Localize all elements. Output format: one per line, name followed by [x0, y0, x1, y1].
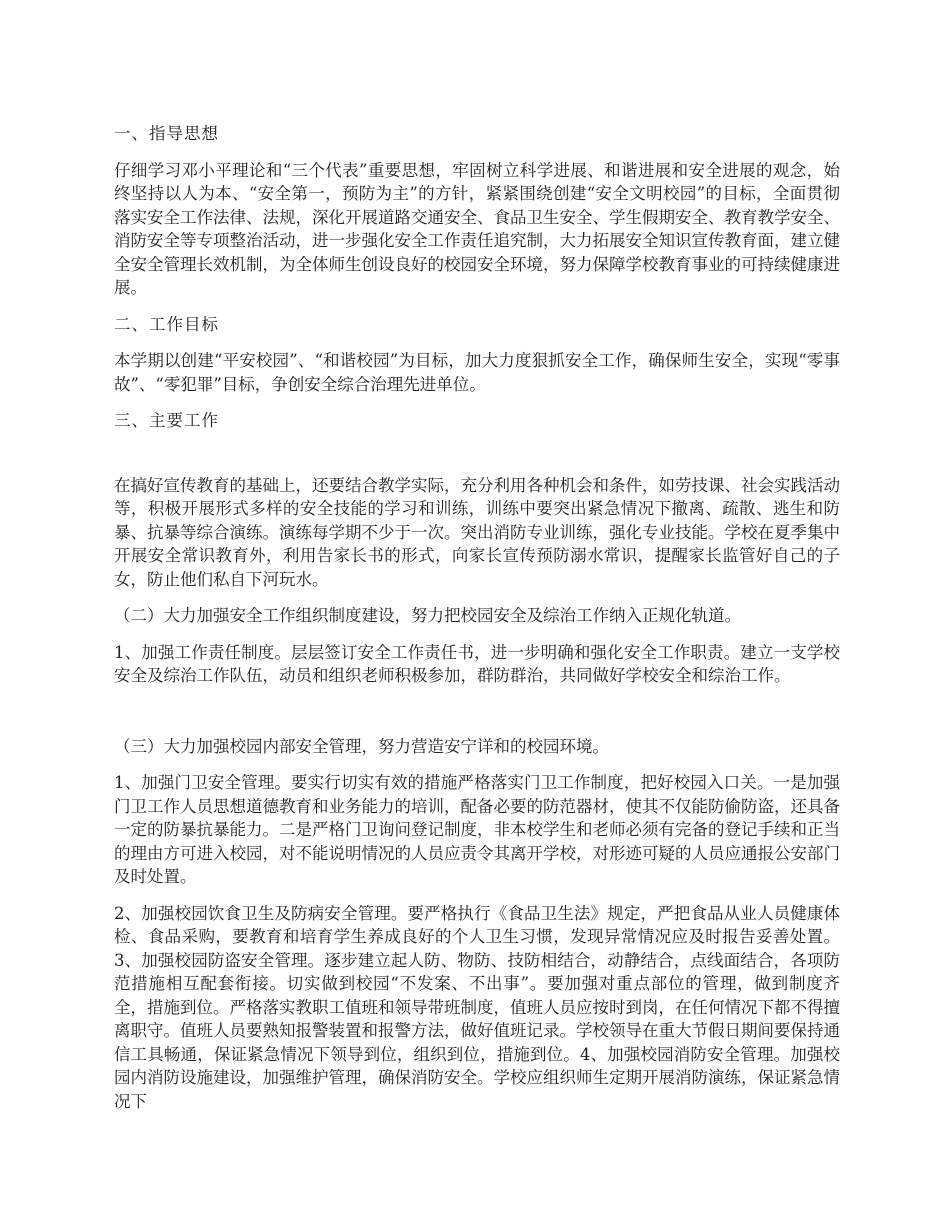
paragraph-gate-security: 1、加强门卫安全管理。要实行切实有效的措施严格落实门卫工作制度，把好校园入口关。一是加强门卫工作人员思想道德教育和业务能力的培训，配备必要的防范器材，使其不仅能防偷防盗，还具备一定的防暴抗暴能力。二是严格门卫询问登记制度，非本校学生和老师必须有完备的登记手续和正当的理由方可进入校园，对不能说明情况的人员应责令其离开学校，对形迹可疑的人员应通报公安部门及时处置。 — [114, 773, 840, 886]
blank-gap — [114, 446, 840, 474]
paragraph-safety-training: 在搞好宣传教育的基础上，还要结合教学实际，充分利用各种机会和条件，如劳技课、社会实践活动等，积极开展形式多样的安全技能的学习和训练，训练中要突出紧急情况下撤离、疏散、逃生和防暴、抗暴等综合演练。演练每学期不少于一次。突出消防专业训练，强化专业技能。学校在夏季集中开展安全常识教育外，利用告家长书的形式，向家长宣传预防溺水常识，提醒家长监管好自己的子女，防止他们私自下河玩水。 — [114, 475, 840, 589]
paragraph-guiding-thought: 仔细学习邓小平理论和“三个代表”重要思想，牢固树立科学进展、和谐进展和安全进展的观念，始终坚持以人为本、“安全第一，预防为主”的方针，紧紧围绕创建“安全文明校园”的目标，全面贯彻落实安全工作法律、法规，深化开展道路交通安全、食品卫生安全、学生假期安全、教育教学安全、消防安全等专项整治活动，进一步强化安全工作责任追究制，大力拓展安全知识宣传教育面，建立健全安全管理长效机制，为全体师生创设良好的校园安全环境，努力保障学校教育事业的可持续健康进展。 — [114, 160, 840, 297]
subheading-organization-system: （二）大力加强安全工作组织制度建设，努力把校园安全及综治工作纳入正规化轨道。 — [114, 606, 741, 625]
document-page — [114, 122, 840, 1126]
section-heading-main-work: 三、主要工作 — [114, 411, 219, 430]
subheading-internal-safety: （三）大力加强校园内部安全管理，努力营造安宁详和的校园环境。 — [114, 736, 609, 756]
paragraph-responsibility-system: 1、加强工作责任制度。层层签订安全工作责任书，进一步明确和强化安全工作职责。建立一支学校安全及综治工作队伍，动员和组织老师积极参加，群防群治，共同做好学校安全和综治工作。 — [114, 642, 840, 685]
paragraph-work-goals: 本学期以创建“平安校园”、“和谐校园”为目标，加大力度狠抓安全工作，确保师生安全，实现“零事故”、“零犯罪”目标，争创安全综合治理先进单位。 — [114, 351, 840, 394]
section-heading-work-goals: 二、工作目标 — [114, 314, 219, 334]
paragraph-food-theft-fire-safety: 2、加强校园饮食卫生及防病安全管理。要严格执行《食品卫生法》规定，严把食品从业人员健康体检、食品采购，要教育和培育学生养成良好的个人卫生习惯，发现异常情况应及时报告妥善处置。3、加强校园防盗安全管理。逐步建立起人防、物防、技防相结合，动静结合，点线面结合，各项防范措施相互配套衔接。切实做到校园“不发案、不出事”。要加强对重点部位的管理，做到制度齐全，措施到位。严格落实教职工值班和领导带班制度，值班人员应按时到岗，在任何情况下都不得擅离职守。值班人员要熟知报警装置和报警方法，做好值班记录。学校领导在重大节假日期间要保持通信工具畅通，保证紧急情况下领导到位，组织到位，措施到位。4、加强校园消防安全管理。加强校园内消防设施建设，加强维护管理，确保消防安全。学校应组织师生定期开展消防演练，保证紧急情况下 — [114, 903, 840, 1111]
section-heading-guiding-thought: 一、指导思想 — [114, 124, 219, 143]
blank-gap — [114, 701, 840, 735]
